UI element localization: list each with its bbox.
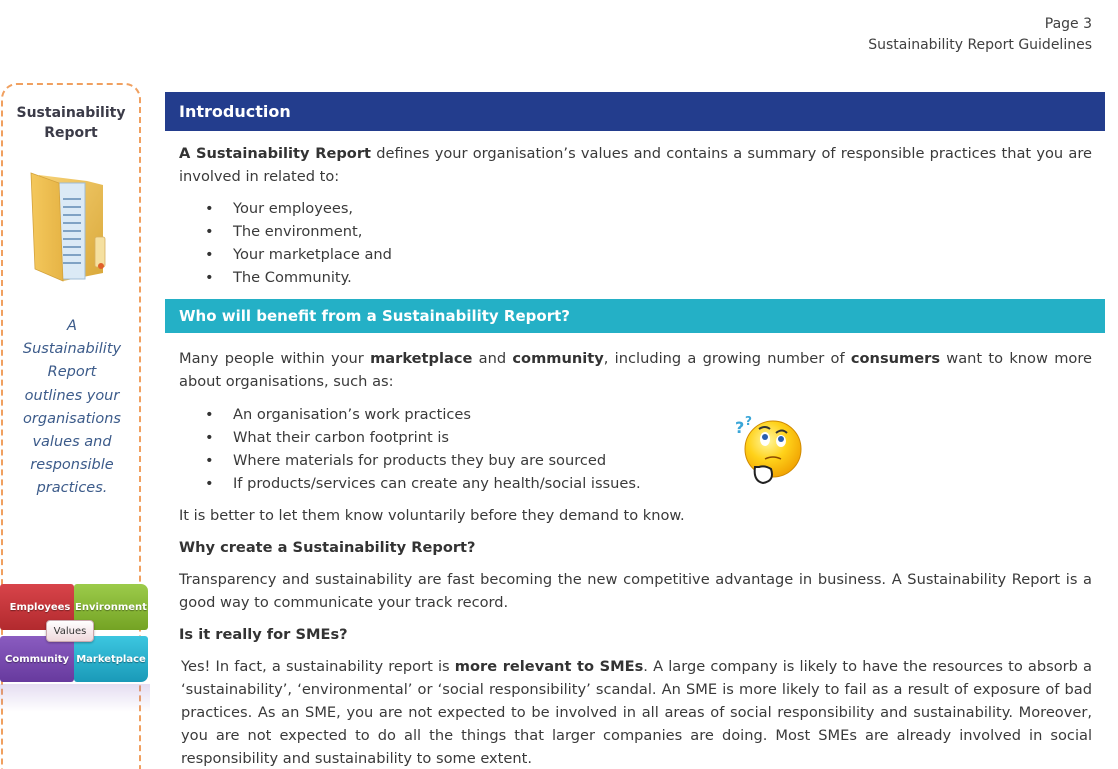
text-run: and [472, 350, 513, 367]
values-quadrant-marketplace [74, 636, 148, 682]
values-reflection [0, 684, 150, 712]
sidebar-title-line: Report [44, 125, 98, 141]
folder-with-documents-icon [29, 169, 107, 287]
thinking-smiley-icon [735, 415, 805, 487]
quote-line: outlines your [24, 387, 120, 404]
values-diagram [0, 584, 150, 714]
quadrant-label: Community [4, 653, 69, 665]
benefit-closing: It is better to let them know voluntarily before they demand to know. [179, 507, 685, 524]
quadrant-label: Marketplace [76, 653, 146, 665]
values-quadrant-community [0, 636, 74, 682]
sidebar-title-line: Sustainability [16, 105, 126, 121]
heading-text: Introduction [179, 102, 291, 121]
text-run: , including a growing number of [603, 350, 851, 367]
text-run: Yes! In fact, a sustainability report is [181, 658, 455, 675]
section-heading-introduction [165, 92, 1105, 131]
intro-bullet-list [165, 197, 1105, 289]
quadrant-label: Employees [9, 601, 71, 613]
bold-community: community [512, 350, 604, 367]
svg-text:?: ? [745, 415, 752, 428]
quote-line: Report [47, 364, 97, 381]
text-run: want to know more about organisations, such as: [179, 350, 1092, 390]
main-content [165, 92, 1105, 769]
quote-line: Sustainability [22, 341, 122, 358]
benefit-bullet-list [165, 403, 1105, 495]
bold-marketplace: marketplace [370, 350, 473, 367]
quote-line: values and [32, 434, 112, 451]
page-header [868, 14, 1092, 56]
intro-lead-bold: A Sustainability Report [179, 145, 371, 162]
values-center-label: Values [46, 620, 94, 642]
intro-paragraph [165, 142, 1105, 188]
text-run: Many people within your [179, 350, 371, 367]
list-item: • If products/services can create any health/social issues. [205, 472, 1105, 495]
sidebar-quote [7, 315, 137, 501]
quadrant-label: Environment [75, 601, 147, 613]
text-run: . A large company is likely to have the resources to absorb a ‘sustainability’, ‘environmental’ or ‘social responsibility’ scandal. An SME is more likely to fail as a result of exposure of bad practices. As an SME, you are not expected to be involved in all areas of social responsibility and sustainability. Moreover, you are not expected to do all the things that larger companies are doing. Most SMEs are already involved in social responsibility and sustainability to some extent. [181, 658, 1093, 767]
quote-line: practices. [36, 480, 108, 497]
quote-line: organisations [23, 410, 121, 427]
document-title: Sustainability Report Guidelines [868, 37, 1092, 53]
list-item: • Your employees, [205, 197, 1105, 220]
quote-line: A [67, 318, 77, 334]
quote-line: responsible [30, 457, 114, 474]
page-number: Page 3 [1044, 16, 1092, 32]
bold-consumers: consumers [850, 350, 941, 367]
bold-more-relevant: more relevant to SMEs [454, 658, 644, 675]
list-item: • The Community. [205, 266, 1105, 289]
smes-heading: Is it really for SMEs? [179, 626, 348, 643]
list-item: • Where materials for products they buy are sourced [205, 449, 1105, 472]
sidebar-title [3, 103, 139, 143]
list-item: • An organisation’s work practices [205, 403, 1105, 426]
heading-text: Who will benefit from a Sustainability Report? [179, 307, 570, 325]
list-item: • The environment, [205, 220, 1105, 243]
list-item: • What their carbon footprint is [205, 426, 1105, 449]
svg-text:?: ? [735, 418, 745, 437]
smes-paragraph [165, 655, 1105, 769]
list-item: • Your marketplace and [205, 243, 1105, 266]
benefit-paragraph [165, 347, 1105, 393]
section-heading-who-benefits [165, 299, 1105, 333]
why-paragraph: Transparency and sustainability are fast becoming the new competitive advantage in business. A Sustainability Report is a good way to communicate your track record. [179, 571, 1092, 611]
intro-lead-text: defines your organisation’s values and contains a summary of responsible practices that you are involved in related to: [179, 145, 1092, 185]
why-heading: Why create a Sustainability Report? [179, 539, 476, 556]
